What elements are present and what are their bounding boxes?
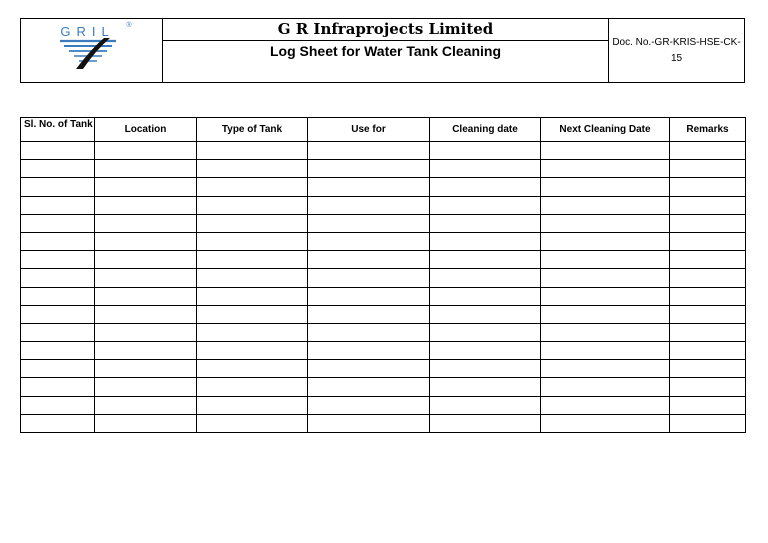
table-cell[interactable] xyxy=(541,360,670,378)
table-cell[interactable] xyxy=(21,342,95,360)
table-cell[interactable] xyxy=(21,160,95,178)
table-cell[interactable] xyxy=(21,196,95,214)
table-row xyxy=(21,232,746,250)
table-cell[interactable] xyxy=(308,305,430,323)
table-cell[interactable] xyxy=(541,178,670,196)
col-cleaning-date: Cleaning date xyxy=(430,118,541,142)
table-cell[interactable] xyxy=(308,414,430,432)
table-cell[interactable] xyxy=(308,396,430,414)
table-cell[interactable] xyxy=(430,414,541,432)
table-cell[interactable] xyxy=(430,142,541,160)
table-cell[interactable] xyxy=(541,342,670,360)
table-cell[interactable] xyxy=(670,196,746,214)
table-row xyxy=(21,269,746,287)
table-cell[interactable] xyxy=(430,287,541,305)
table-cell[interactable] xyxy=(541,269,670,287)
table-row xyxy=(21,214,746,232)
table-cell[interactable] xyxy=(670,360,746,378)
table-cell[interactable] xyxy=(430,214,541,232)
table-cell[interactable] xyxy=(670,142,746,160)
table-cell[interactable] xyxy=(21,178,95,196)
table-cell[interactable] xyxy=(430,232,541,250)
logo-text: GRIL xyxy=(60,24,115,39)
table-cell[interactable] xyxy=(21,251,95,269)
document-header xyxy=(20,18,745,83)
table-row xyxy=(21,342,746,360)
table-cell[interactable] xyxy=(308,269,430,287)
table-cell[interactable] xyxy=(95,360,197,378)
table-cell[interactable] xyxy=(308,232,430,250)
table-cell[interactable] xyxy=(541,251,670,269)
table-cell[interactable] xyxy=(430,178,541,196)
table-cell[interactable] xyxy=(95,396,197,414)
table-cell[interactable] xyxy=(670,214,746,232)
table-row xyxy=(21,396,746,414)
table-cell[interactable] xyxy=(308,142,430,160)
table-cell[interactable] xyxy=(197,342,308,360)
table-cell[interactable] xyxy=(21,414,95,432)
title-cell xyxy=(163,19,609,83)
table-cell[interactable] xyxy=(670,287,746,305)
table-cell[interactable] xyxy=(541,196,670,214)
table-cell[interactable] xyxy=(541,160,670,178)
table-cell[interactable] xyxy=(541,142,670,160)
col-use-for: Use for xyxy=(308,118,430,142)
table-cell[interactable] xyxy=(541,232,670,250)
table-row xyxy=(21,378,746,396)
col-type-of-tank: Type of Tank xyxy=(197,118,308,142)
table-cell[interactable] xyxy=(95,232,197,250)
table-cell[interactable] xyxy=(308,360,430,378)
col-next-cleaning-date: Next Cleaning Date xyxy=(541,118,670,142)
table-cell[interactable] xyxy=(197,414,308,432)
table-cell[interactable] xyxy=(197,396,308,414)
table-cell[interactable] xyxy=(197,142,308,160)
table-cell[interactable] xyxy=(670,305,746,323)
table-cell[interactable] xyxy=(541,287,670,305)
table-cell[interactable] xyxy=(541,414,670,432)
table-cell[interactable] xyxy=(21,378,95,396)
table-row xyxy=(21,323,746,341)
table-cell[interactable] xyxy=(308,251,430,269)
table-cell[interactable] xyxy=(95,214,197,232)
table-cell[interactable] xyxy=(670,414,746,432)
table-cell[interactable] xyxy=(197,196,308,214)
table-cell[interactable] xyxy=(21,142,95,160)
company-logo xyxy=(52,24,132,72)
table-cell[interactable] xyxy=(197,287,308,305)
table-cell[interactable] xyxy=(308,378,430,396)
document-number: Doc. No.-GR-KRIS-HSE-CK-15 xyxy=(609,19,745,83)
table-cell[interactable] xyxy=(95,378,197,396)
table-row xyxy=(21,360,746,378)
table-cell[interactable] xyxy=(21,396,95,414)
table-cell[interactable] xyxy=(541,378,670,396)
table-cell[interactable] xyxy=(197,360,308,378)
table-cell[interactable] xyxy=(95,269,197,287)
table-cell[interactable] xyxy=(430,196,541,214)
table-cell[interactable] xyxy=(21,269,95,287)
table-cell[interactable] xyxy=(21,360,95,378)
table-cell[interactable] xyxy=(197,378,308,396)
table-cell[interactable] xyxy=(95,160,197,178)
table-cell[interactable] xyxy=(197,232,308,250)
table-cell[interactable] xyxy=(21,287,95,305)
table-row xyxy=(21,414,746,432)
table-row xyxy=(21,160,746,178)
table-row xyxy=(21,287,746,305)
table-row xyxy=(21,178,746,196)
logo-cell xyxy=(21,19,163,83)
table-cell[interactable] xyxy=(430,269,541,287)
table-cell[interactable] xyxy=(95,414,197,432)
table-cell[interactable] xyxy=(430,360,541,378)
col-location: Location xyxy=(95,118,197,142)
table-cell[interactable] xyxy=(95,251,197,269)
table-cell[interactable] xyxy=(670,378,746,396)
table-cell[interactable] xyxy=(197,305,308,323)
table-cell[interactable] xyxy=(95,305,197,323)
table-cell[interactable] xyxy=(430,305,541,323)
table-row xyxy=(21,142,746,160)
table-cell[interactable] xyxy=(197,214,308,232)
table-cell[interactable] xyxy=(95,287,197,305)
table-cell[interactable] xyxy=(21,214,95,232)
table-cell[interactable] xyxy=(95,342,197,360)
registered-mark: ® xyxy=(126,22,132,29)
table-cell[interactable] xyxy=(670,396,746,414)
table-cell[interactable] xyxy=(541,396,670,414)
table-cell[interactable] xyxy=(670,251,746,269)
cleaning-log-table xyxy=(20,117,746,433)
table-cell[interactable] xyxy=(308,196,430,214)
table-cell[interactable] xyxy=(308,160,430,178)
header-row xyxy=(21,118,746,142)
table-cell[interactable] xyxy=(670,269,746,287)
table-cell[interactable] xyxy=(670,232,746,250)
table-cell[interactable] xyxy=(670,323,746,341)
table-row xyxy=(21,251,746,269)
table-cell[interactable] xyxy=(670,342,746,360)
table-cell[interactable] xyxy=(430,160,541,178)
table-cell[interactable] xyxy=(430,323,541,341)
table-cell[interactable] xyxy=(197,251,308,269)
table-cell[interactable] xyxy=(197,323,308,341)
table-cell[interactable] xyxy=(197,178,308,196)
table-cell[interactable] xyxy=(21,232,95,250)
table-cell[interactable] xyxy=(308,287,430,305)
col-remarks: Remarks xyxy=(670,118,746,142)
table-cell[interactable] xyxy=(21,305,95,323)
table-cell[interactable] xyxy=(21,323,95,341)
table-row xyxy=(21,305,746,323)
table-cell[interactable] xyxy=(197,269,308,287)
table-cell[interactable] xyxy=(541,323,670,341)
table-cell[interactable] xyxy=(430,342,541,360)
col-sl-no: Sl. No. of Tank xyxy=(21,118,95,142)
table-cell[interactable] xyxy=(308,323,430,341)
table-cell[interactable] xyxy=(430,378,541,396)
form-title: Log Sheet for Water Tank Cleaning xyxy=(269,43,502,59)
table-cell[interactable] xyxy=(95,178,197,196)
table-cell[interactable] xyxy=(430,251,541,269)
table-cell[interactable] xyxy=(541,214,670,232)
table-cell[interactable] xyxy=(308,214,430,232)
table-cell[interactable] xyxy=(430,396,541,414)
table-cell[interactable] xyxy=(308,178,430,196)
company-name: G R Infraprojects Limited xyxy=(163,19,608,41)
table-cell[interactable] xyxy=(670,178,746,196)
table-cell[interactable] xyxy=(308,342,430,360)
table-cell[interactable] xyxy=(197,160,308,178)
table-cell[interactable] xyxy=(95,142,197,160)
table-cell[interactable] xyxy=(95,323,197,341)
road-icon xyxy=(58,38,118,70)
table-cell[interactable] xyxy=(670,160,746,178)
table-cell[interactable] xyxy=(541,305,670,323)
table-cell[interactable] xyxy=(95,196,197,214)
table-row xyxy=(21,196,746,214)
